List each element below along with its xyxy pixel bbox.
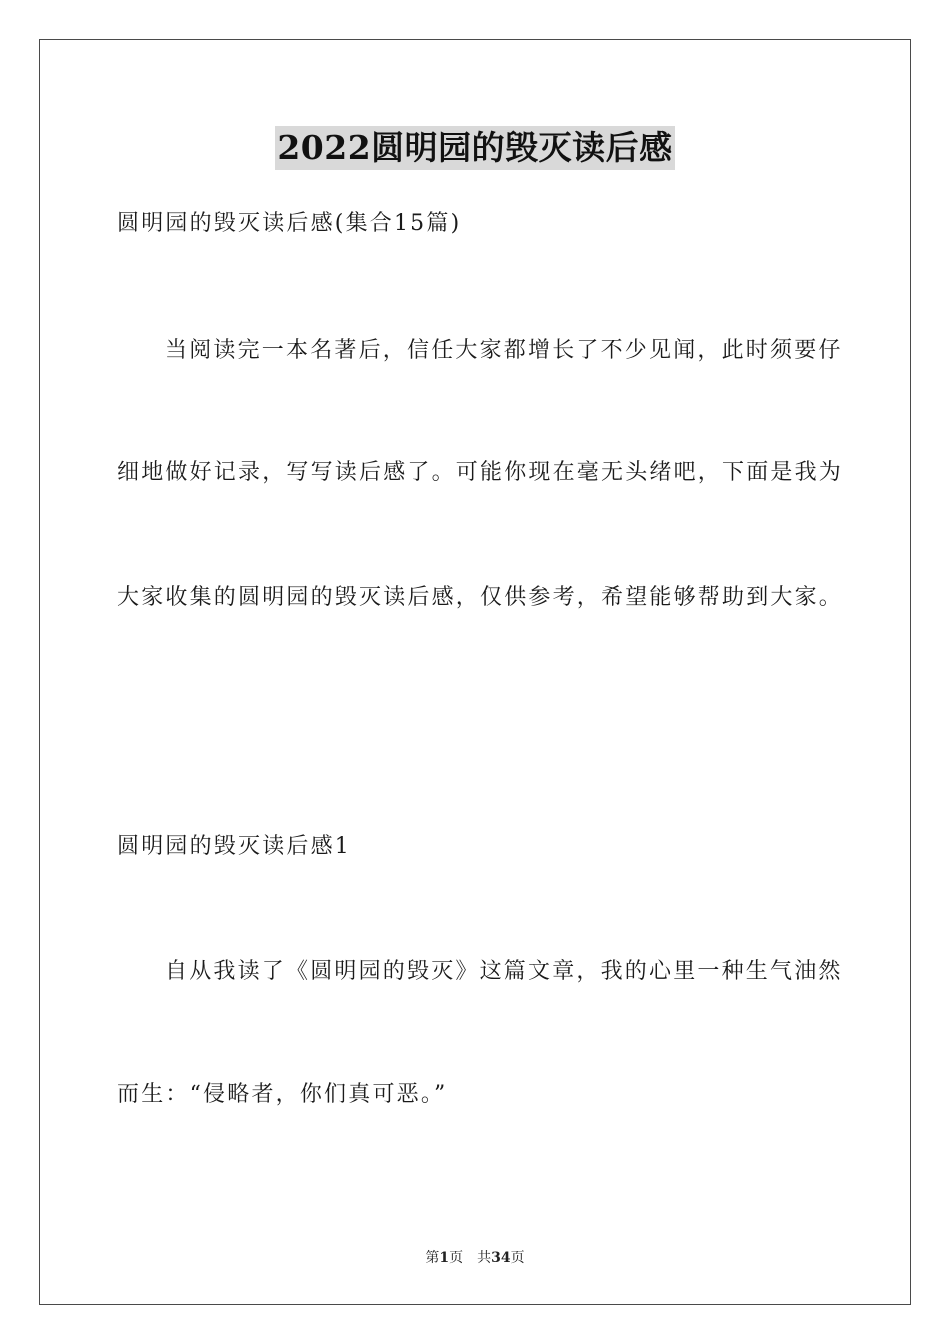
current-page-number: 1 — [439, 1250, 450, 1266]
page-footer — [0, 1247, 950, 1267]
intro-line-1: 当阅读完一本名著后，信任大家都增长了不少见闻，此时须要仔 — [165, 338, 843, 363]
total-page-count: 34 — [491, 1250, 511, 1266]
section-heading: 圆明园的毁灭读后感1 — [117, 834, 351, 859]
document-title: 2022圆明园的毁灭读后感 — [275, 126, 674, 170]
page-prefix: 第 — [425, 1250, 440, 1266]
title-container — [0, 126, 950, 170]
total-unit: 页 — [510, 1250, 525, 1266]
total-prefix: 共 — [477, 1250, 492, 1266]
section-line-1: 自从我读了《圆明园的毁灭》这篇文章，我的心里一种生气油然 — [165, 959, 843, 984]
intro-line-2: 细地做好记录，写写读后感了。可能你现在毫无头绪吧，下面是我为 — [117, 460, 844, 485]
page-unit: 页 — [449, 1250, 464, 1266]
intro-line-3: 大家收集的圆明园的毁灭读后感，仅供参考，希望能够帮助到大家。 — [117, 585, 844, 610]
section-line-2: 而生：“侵略者，你们真可恶。” — [117, 1082, 448, 1107]
document-subtitle: 圆明园的毁灭读后感(集合15篇) — [117, 211, 462, 236]
